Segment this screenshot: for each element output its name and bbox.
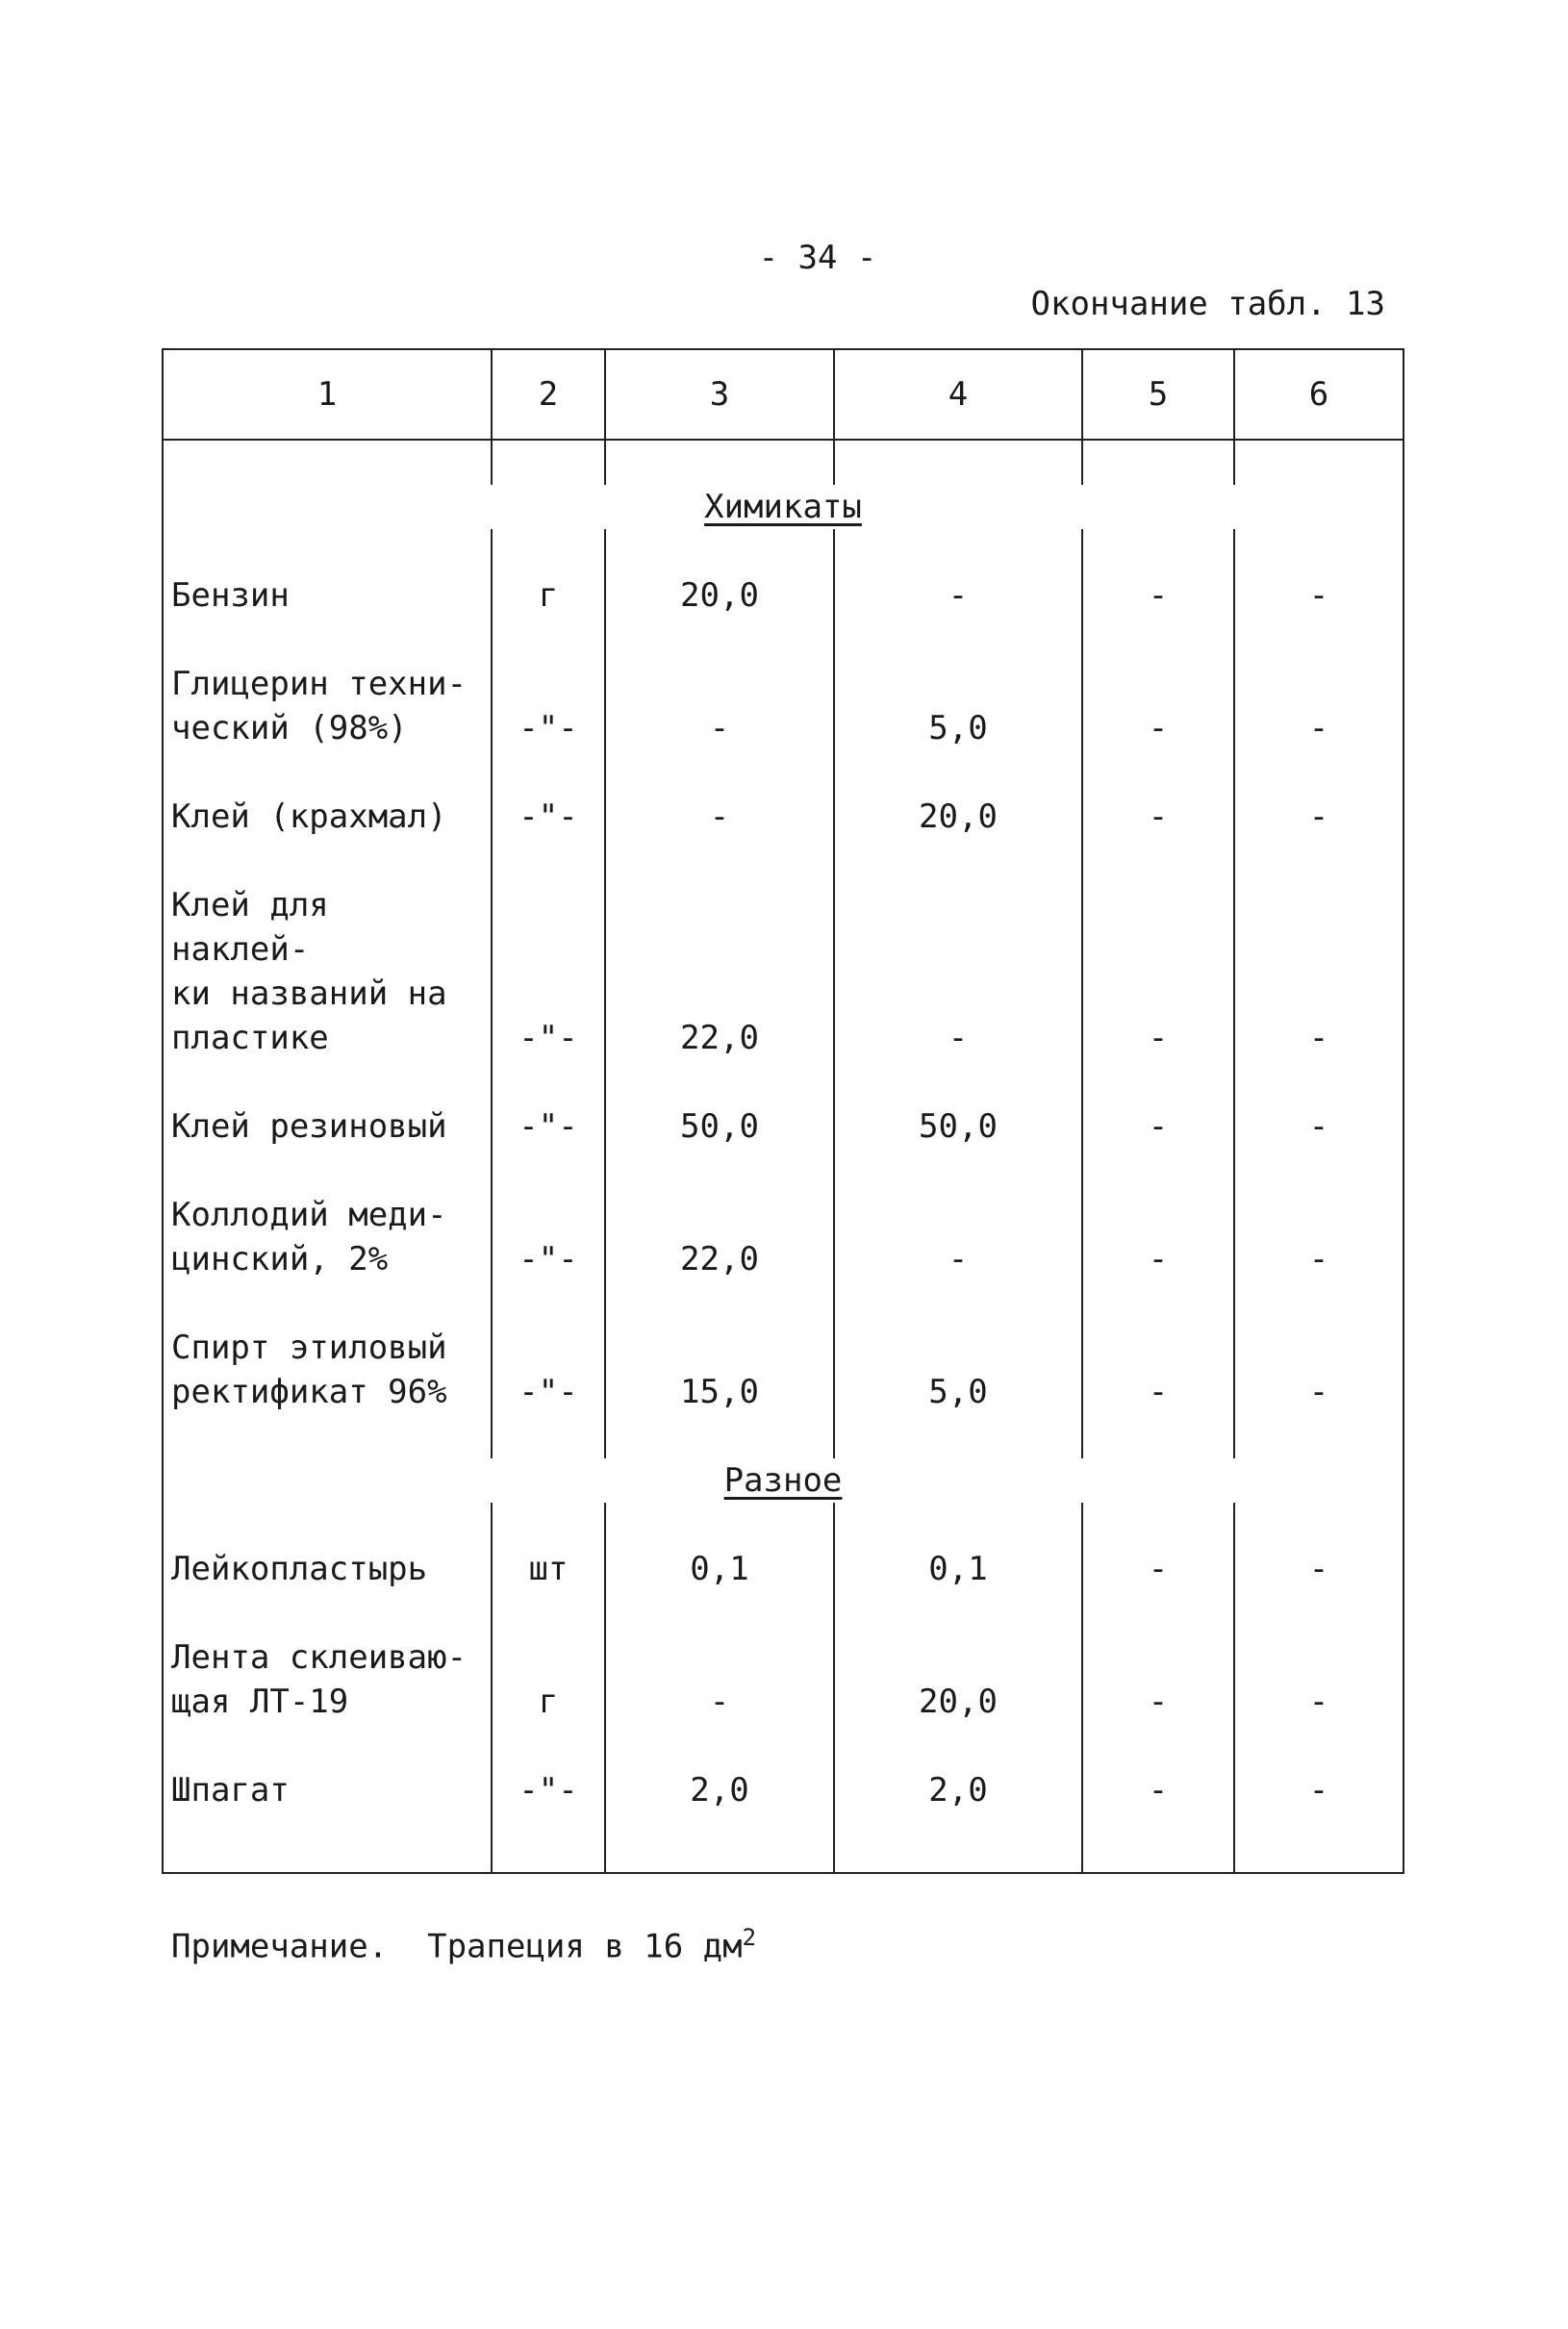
spacer-cell bbox=[492, 1281, 605, 1326]
spacer-cell bbox=[834, 1149, 1082, 1193]
spacer-cell bbox=[163, 440, 492, 485]
cell-unit: г bbox=[492, 1635, 605, 1724]
spacer-cell bbox=[834, 1414, 1082, 1458]
header-row bbox=[163, 349, 1404, 440]
spacer-cell bbox=[605, 1281, 834, 1326]
spacer-cell bbox=[1082, 1724, 1234, 1768]
spacer-cell bbox=[492, 1724, 605, 1768]
cell-c6: - bbox=[1234, 573, 1404, 618]
spacer-cell bbox=[492, 1503, 605, 1547]
table-row bbox=[163, 662, 1404, 750]
cell-c4: 0,1 bbox=[834, 1547, 1082, 1591]
spacer-cell bbox=[163, 618, 492, 662]
spacer-cell bbox=[492, 529, 605, 573]
cell-c5: - bbox=[1082, 1104, 1234, 1149]
spacer-row bbox=[163, 1060, 1404, 1104]
spacer-cell bbox=[834, 1503, 1082, 1547]
spacer-cell bbox=[605, 440, 834, 485]
cell-c6: - bbox=[1234, 662, 1404, 750]
header-cell: 2 bbox=[492, 349, 605, 440]
header-cell: 5 bbox=[1082, 349, 1234, 440]
cell-c4: - bbox=[834, 883, 1082, 1060]
spacer-cell bbox=[1234, 1414, 1404, 1458]
table-row bbox=[163, 883, 1404, 1060]
header-cell: 1 bbox=[163, 349, 492, 440]
cell-unit: -"- bbox=[492, 1326, 605, 1414]
cell-c4: 20,0 bbox=[834, 1635, 1082, 1724]
cell-c3: - bbox=[605, 662, 834, 750]
cell-unit: -"- bbox=[492, 883, 605, 1060]
cell-c6: - bbox=[1234, 1104, 1404, 1149]
cell-c5: - bbox=[1082, 1547, 1234, 1591]
cell-c3: 50,0 bbox=[605, 1104, 834, 1149]
cell-c4: 5,0 bbox=[834, 1326, 1082, 1414]
spacer-cell bbox=[605, 1591, 834, 1635]
spacer-cell bbox=[834, 1060, 1082, 1104]
cell-c6: - bbox=[1234, 1547, 1404, 1591]
footnote-superscript: 2 bbox=[742, 1924, 757, 1951]
cell-unit: -"- bbox=[492, 1193, 605, 1281]
cell-c6: - bbox=[1234, 1768, 1404, 1873]
spacer-row bbox=[163, 1149, 1404, 1193]
spacer-cell bbox=[834, 618, 1082, 662]
table-row bbox=[163, 1635, 1404, 1724]
cell-c5: - bbox=[1082, 1326, 1234, 1414]
cell-c6: - bbox=[1234, 1193, 1404, 1281]
cell-name: Лейкопластырь bbox=[163, 1547, 492, 1591]
section-title: Разное bbox=[723, 1461, 843, 1500]
spacer-cell bbox=[1082, 1414, 1234, 1458]
cell-unit: г bbox=[492, 573, 605, 618]
table-row bbox=[163, 1193, 1404, 1281]
spacer-cell bbox=[605, 529, 834, 573]
footnote bbox=[171, 1924, 941, 1965]
cell-c5: - bbox=[1082, 795, 1234, 839]
spacer-row bbox=[163, 839, 1404, 883]
cell-name: Лента склеиваю- щая ЛТ-19 bbox=[163, 1635, 492, 1724]
spacer-cell bbox=[163, 1060, 492, 1104]
cell-c6: - bbox=[1234, 883, 1404, 1060]
spacer-row bbox=[163, 1414, 1404, 1458]
header-cell: 6 bbox=[1234, 349, 1404, 440]
cell-c4: 2,0 bbox=[834, 1768, 1082, 1873]
spacer-cell bbox=[1082, 529, 1234, 573]
cell-c5: - bbox=[1082, 573, 1234, 618]
spacer-cell bbox=[1082, 1060, 1234, 1104]
spacer-cell bbox=[163, 1149, 492, 1193]
spacer-cell bbox=[605, 1724, 834, 1768]
spacer-cell bbox=[492, 618, 605, 662]
cell-unit: шт bbox=[492, 1547, 605, 1591]
spacer-cell bbox=[163, 1414, 492, 1458]
spacer-cell bbox=[834, 529, 1082, 573]
cell-name: Шпагат bbox=[163, 1768, 492, 1873]
cell-name: Коллодий меди- цинский, 2% bbox=[163, 1193, 492, 1281]
spacer-cell bbox=[492, 750, 605, 795]
cell-c6: - bbox=[1234, 795, 1404, 839]
table-row bbox=[163, 573, 1404, 618]
spacer-cell bbox=[1234, 1591, 1404, 1635]
spacer-cell bbox=[605, 839, 834, 883]
cell-name: Клей (крахмал) bbox=[163, 795, 492, 839]
spacer-cell bbox=[605, 1149, 834, 1193]
cell-c3: 2,0 bbox=[605, 1768, 834, 1873]
table-row bbox=[163, 1104, 1404, 1149]
table-row bbox=[163, 1547, 1404, 1591]
cell-unit: -"- bbox=[492, 795, 605, 839]
cell-name: Спирт этиловый ректификат 96% bbox=[163, 1326, 492, 1414]
spacer-cell bbox=[1234, 750, 1404, 795]
cell-c5: - bbox=[1082, 1193, 1234, 1281]
spacer-cell bbox=[163, 1503, 492, 1547]
cell-name: Глицерин техни- ческий (98%) bbox=[163, 662, 492, 750]
spacer-cell bbox=[1082, 1503, 1234, 1547]
spacer-cell bbox=[163, 529, 492, 573]
spacer-cell bbox=[492, 1414, 605, 1458]
section-cell bbox=[163, 1458, 1404, 1503]
spacer-cell bbox=[834, 1724, 1082, 1768]
cell-name: Бензин bbox=[163, 573, 492, 618]
spacer-cell bbox=[605, 1414, 834, 1458]
cell-unit: -"- bbox=[492, 1768, 605, 1873]
cell-c5: - bbox=[1082, 1635, 1234, 1724]
spacer-row bbox=[163, 1281, 1404, 1326]
table-caption: Окончание табл. 13 bbox=[1030, 285, 1385, 323]
cell-c6: - bbox=[1234, 1635, 1404, 1724]
spacer-row bbox=[163, 529, 1404, 573]
cell-c3: 0,1 bbox=[605, 1547, 834, 1591]
section-row bbox=[163, 485, 1404, 529]
spacer-row bbox=[163, 1724, 1404, 1768]
cell-c4: 20,0 bbox=[834, 795, 1082, 839]
spacer-cell bbox=[1082, 618, 1234, 662]
spacer-cell bbox=[163, 1591, 492, 1635]
spacer-cell bbox=[605, 618, 834, 662]
section-title: Химикаты bbox=[704, 488, 862, 526]
cell-c5: - bbox=[1082, 662, 1234, 750]
footnote-text: Примечание. Трапеция в 16 дм bbox=[171, 1927, 743, 1966]
cell-unit: -"- bbox=[492, 662, 605, 750]
cell-c3: - bbox=[605, 1635, 834, 1724]
table-row bbox=[163, 1768, 1404, 1873]
spacer-cell bbox=[834, 839, 1082, 883]
spacer-cell bbox=[605, 1503, 834, 1547]
header-cell: 3 bbox=[605, 349, 834, 440]
spacer-cell bbox=[834, 1281, 1082, 1326]
cell-unit: -"- bbox=[492, 1104, 605, 1149]
spacer-cell bbox=[1082, 1149, 1234, 1193]
page-number: - 34 - bbox=[758, 239, 877, 277]
header-cell: 4 bbox=[834, 349, 1082, 440]
cell-c5: - bbox=[1082, 1768, 1234, 1873]
spacer-cell bbox=[1234, 1503, 1404, 1547]
spacer-row bbox=[163, 618, 1404, 662]
materials-table bbox=[162, 348, 1404, 1874]
spacer-cell bbox=[492, 1149, 605, 1193]
cell-c4: 50,0 bbox=[834, 1104, 1082, 1149]
spacer-cell bbox=[834, 1591, 1082, 1635]
cell-c4: 5,0 bbox=[834, 662, 1082, 750]
spacer-cell bbox=[492, 839, 605, 883]
spacer-cell bbox=[1082, 839, 1234, 883]
spacer-row bbox=[163, 750, 1404, 795]
table-row bbox=[163, 1326, 1404, 1414]
cell-name: Клей резиновый bbox=[163, 1104, 492, 1149]
spacer-cell bbox=[1234, 1149, 1404, 1193]
spacer-cell bbox=[834, 750, 1082, 795]
spacer-cell bbox=[163, 1724, 492, 1768]
cell-c3: 22,0 bbox=[605, 1193, 834, 1281]
cell-c3: 22,0 bbox=[605, 883, 834, 1060]
cell-c3: - bbox=[605, 795, 834, 839]
spacer-row bbox=[163, 1503, 1404, 1547]
section-row bbox=[163, 1458, 1404, 1503]
spacer-cell bbox=[1234, 839, 1404, 883]
spacer-cell bbox=[834, 440, 1082, 485]
cell-c6: - bbox=[1234, 1326, 1404, 1414]
spacer-cell bbox=[1082, 1591, 1234, 1635]
spacer-cell bbox=[492, 440, 605, 485]
spacer-cell bbox=[1234, 618, 1404, 662]
cell-c3: 15,0 bbox=[605, 1326, 834, 1414]
spacer-cell bbox=[1234, 529, 1404, 573]
spacer-cell bbox=[1082, 750, 1234, 795]
spacer-cell bbox=[163, 750, 492, 795]
cell-name: Клей для наклей- ки названий на пластике bbox=[163, 883, 492, 1060]
spacer-cell bbox=[605, 750, 834, 795]
cell-c5: - bbox=[1082, 883, 1234, 1060]
spacer-cell bbox=[492, 1060, 605, 1104]
table-body bbox=[163, 440, 1404, 1873]
spacer-cell bbox=[1234, 1724, 1404, 1768]
section-cell bbox=[163, 485, 1404, 529]
spacer-cell bbox=[492, 1591, 605, 1635]
table-row bbox=[163, 795, 1404, 839]
spacer-row bbox=[163, 440, 1404, 485]
cell-c3: 20,0 bbox=[605, 573, 834, 618]
cell-c4: - bbox=[834, 1193, 1082, 1281]
spacer-cell bbox=[163, 1281, 492, 1326]
spacer-row bbox=[163, 1591, 1404, 1635]
spacer-cell bbox=[1234, 1060, 1404, 1104]
spacer-cell bbox=[1234, 440, 1404, 485]
spacer-cell bbox=[605, 1060, 834, 1104]
spacer-cell bbox=[1082, 440, 1234, 485]
cell-c4: - bbox=[834, 573, 1082, 618]
spacer-cell bbox=[1234, 1281, 1404, 1326]
spacer-cell bbox=[163, 839, 492, 883]
spacer-cell bbox=[1082, 1281, 1234, 1326]
